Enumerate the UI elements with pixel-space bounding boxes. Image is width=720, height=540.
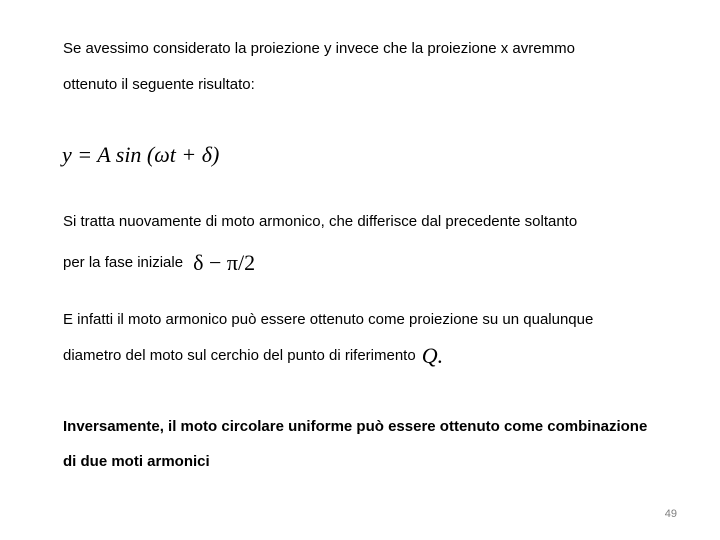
paragraph-2-line-2-text: per la fase iniziale [63, 254, 184, 271]
paragraph-3-line-1: E infatti il moto armonico può essere ottenuto come proiezione su un qualunque [63, 311, 594, 328]
paragraph-3-line-2 [63, 343, 443, 369]
paragraph-3-line-2-text: diametro del moto sul cerchio del punto di riferimento [63, 347, 416, 364]
paragraph-1-line-2: ottenuto il seguente risultato: [63, 76, 255, 93]
paragraph-2-line-1: Si tratta nuovamente di moto armonico, che differisce dal precedente soltanto [63, 213, 578, 230]
phase-expression: δ − π/2 [193, 250, 256, 275]
paragraph-4-line-1: Inversamente, il moto circolare uniforme può essere ottenuto come combinazione [63, 418, 648, 435]
paragraph-2-line-2 [63, 250, 255, 276]
equation-y [62, 142, 219, 168]
page-number: 49 [664, 508, 677, 520]
paragraph-4-line-2: di due moti armonici [63, 453, 210, 470]
equation-text: y = A sin (ωt + δ) [62, 142, 220, 167]
paragraph-1-line-1: Se avessimo considerato la proiezione y invece che la proiezione x avremmo [63, 40, 575, 57]
point-q: Q. [421, 343, 444, 368]
